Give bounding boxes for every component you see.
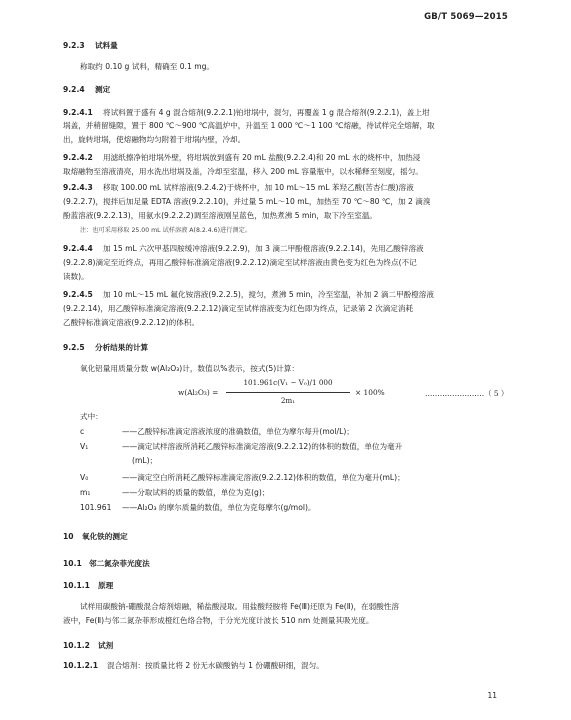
chapter-number: 10 [63,532,74,541]
paragraph-line: 取熔融物至溶液清亮，用水洗出坩埚及盖，冷却至室温，移入 200 mL 容量瓶中，以水稀释至刻度，摇匀。 [63,167,423,176]
section-number: 9.2.5 [63,343,85,352]
clause-number: 9.2.4.5 [63,290,93,299]
variable-symbol: V₀ [80,473,89,482]
variable-description: ——分取试料的质量的数值，单位为克(g)； [122,488,270,497]
paragraph-line: 读数)。 [63,272,89,281]
variable-symbol: m₁ [80,488,91,497]
paragraph-line: 混合熔剂：按质量比将 2 份无水碳酸钠与 1 份硼酸研细，混匀。 [107,661,324,670]
variable-description: ——Al₂O₃ 的摩尔质量的数值，单位为克每摩尔(g/mol)。 [122,503,316,512]
formula-denominator: 2m₁ [280,396,296,405]
page-number: 11 [487,691,497,700]
section-title: 试料量 [95,41,118,50]
formula-rhs: × 100% [355,388,385,397]
section-title: 试剂 [98,641,114,650]
paragraph-line: 用滤纸擦净铂坩埚外壁，将坩埚放到盛有 20 mL 盐酸(9.2.2.4)和 20 mL 水的烧杯中，加热浸 [103,153,421,162]
variable-symbol: 101.961 [80,503,112,512]
paragraph-line: 加 10 mL～15 mL 氟化铵溶液(9.2.2.5)，搅匀，煮沸 5 min，冷至室温，补加 2 滴二甲酚橙溶液 [103,290,434,299]
paragraph-line: 出，旋转坩埚，使熔融物均匀附着于坩埚内壁，冷却。 [63,135,246,144]
section-number: 10.1.1 [63,581,90,590]
paragraph-line: 液中，Fe(Ⅱ)与邻二氮杂菲形成橙红色络合物，于分光光度计波长 510 nm 处测量其吸光度。 [63,616,374,625]
clause-number: 9.2.4.1 [63,108,93,117]
paragraph-line: 试样用碳酸钠-硼酸混合熔剂熔融，稀盐酸浸取。用盐酸羟胺将 Fe(Ⅲ)还原为 Fe(Ⅱ)，在弱酸性溶 [80,602,400,611]
paragraph-line: 将试料置于盛有 4 g 混合熔剂(9.2.2.1)铂坩埚中，混匀，再覆盖 1 g 混合熔剂(9.2.2.1)，盖上坩 [103,108,430,117]
variable-symbol: V₁ [80,442,89,451]
variable-description: ——滴定试样溶液所消耗乙酸锌标准滴定溶液(9.2.2.12)的体积的数值，单位为毫升 [122,442,403,451]
formula-numerator: 101.961c(V₁ − V₀)/1 000 [243,378,333,387]
section-title: 测定 [95,85,111,94]
clause-number: 9.2.4.4 [63,244,93,253]
section-title: 分析结果的计算 [95,343,149,352]
section-number: 10.1 [63,559,82,568]
note: 注：也可采用移取 25.00 mL 试样溶液 A(8.2.4.6)进行测定。 [80,227,251,234]
variable-description: ——滴定空白所消耗乙酸锌标准滴定溶液(9.2.2.12)体积的数值，单位为毫升(mL)； [122,473,405,482]
paragraph-line: (9.2.2.14)，用乙酸锌标准滴定溶液(9.2.2.12)滴定至试样溶液变为红色即为终点，记录第 2 次滴定消耗 [63,304,414,313]
variable-description: ——乙酸锌标准滴定溶液浓度的准确数值，单位为摩尔每升(mol/L)； [122,427,354,436]
paragraph: 氧化铝量用质量分数 w(Al₂O₃)计，数值以%表示，按式(5)计算： [80,364,299,373]
paragraph-line: 埚盖，并稍留缝隙，置于 800 ℃～900 ℃高温炉中，升温至 1 000 ℃～1 100 ℃熔融，待试样完全熔解，取 [63,121,435,130]
equation-number: ……………………（ 5 ） [425,389,509,398]
section-title: 原理 [98,581,114,590]
formula-lhs: w(Al₂O₃) = [178,388,219,397]
paragraph-line: (9.2.2.8)滴定至近终点，再用乙酸锌标准滴定溶液(9.2.2.12)滴定至试样溶液由黄色变为红色为终点(不记 [63,258,417,267]
fraction-line [226,392,350,393]
paragraph-line: (9.2.2.7)，搅拌后加足量 EDTA 溶液(9.2.2.10)，并过量 5 mL～10 mL，加热至 70 ℃～80 ℃，加 2 滴溴 [63,197,431,206]
where-label: 式中： [80,412,103,421]
paragraph-line: 加 15 mL 六次甲基四胺缓冲溶液(9.2.2.9)，加 3 滴二甲酚橙溶液(9.2.2.14)，先用乙酸锌溶液 [103,244,424,253]
section-number: 10.1.2 [63,641,90,650]
paragraph-line: 酚蓝溶液(9.2.2.13)，用氨水(9.2.2.2)调至溶液刚呈蓝色，加热煮沸 5 min，取下冷至室温。 [63,211,378,220]
clause-number: 10.1.2.1 [63,661,99,670]
section-title: 邻二氮杂菲光度法 [89,559,150,568]
paragraph: 称取约 0.10 g 试料，精确至 0.1 mg。 [80,62,215,71]
variable-symbol: c [80,427,85,436]
clause-number: 9.2.4.3 [63,183,93,192]
section-number: 9.2.3 [63,41,85,50]
variable-description: (mL)； [132,456,158,465]
clause-number: 9.2.4.2 [63,153,93,162]
paragraph-line: 移取 100.00 mL 试样溶液(9.2.4.2)于烧杯中，加 10 mL～15 mL 苯羟乙酸(苦杏仁酸)溶液 [103,183,414,192]
section-number: 9.2.4 [63,85,85,94]
chapter-title: 氧化铁的测定 [82,532,128,541]
standard-number: GB/T 5069—2015 [424,12,508,22]
paragraph-line: 乙酸锌标准滴定溶液(9.2.2.12)的体积。 [63,318,200,327]
